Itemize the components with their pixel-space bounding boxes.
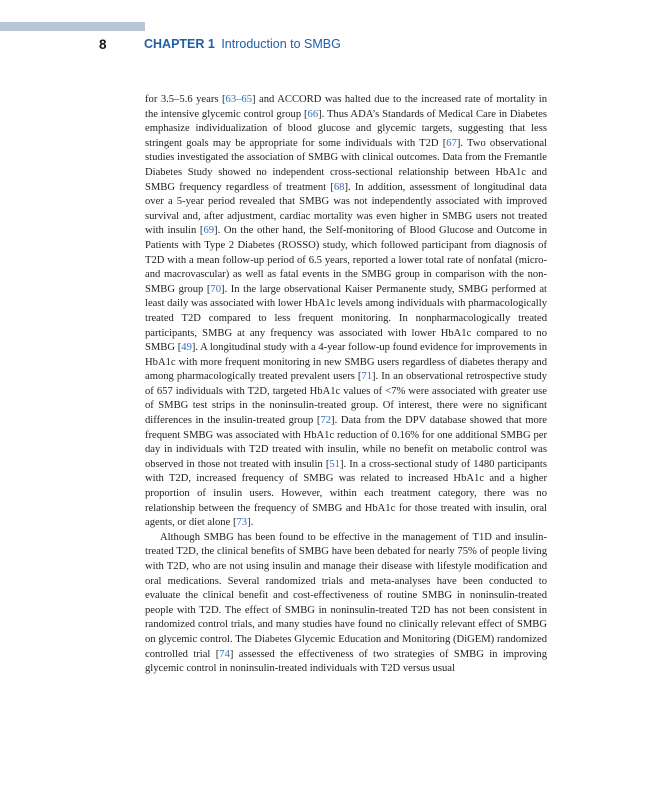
paragraph-text: ]. Data from the DPV database showed that more frequent SMBG was associated with HbA1c reduction of 0.16% for one additional SMBG per day in individuals with T2D treated with insulin, while no benefit on metabolic control was observed in those not treated with insulin [ bbox=[145, 415, 547, 470]
paragraph-text: Although SMBG has been found to be effective in the management of T1D and insulin-treated T2D, the clinical benefits of SMBG have been debated for nearly 75% of people living with T2D, who are not using insulin and manage their disease with lifestyle modification and oral medications. Several randomized trials and meta-analyses have been conducted to evaluate the clinical benefit and cost-effectiveness of routine SMBG in noninsulin-treated people with T2D. The effect of SMBG in noninsulin-treated T2D has not been consistent in randomized control trials, and many studies have found no clinically relevant effect of SMBG on glycemic control. The Diabetes Glycemic Education and Monitoring (DiGEM) randomized controlled trial [ bbox=[145, 531, 547, 660]
citation-link[interactable]: 66 bbox=[307, 108, 319, 120]
citation-link[interactable]: 63–65 bbox=[225, 94, 252, 105]
page-number: 8 bbox=[99, 37, 107, 52]
citation-link[interactable]: 49 bbox=[181, 342, 192, 354]
running-header bbox=[0, 37, 648, 53]
paragraph-text: ]. bbox=[247, 517, 254, 529]
paragraph-text: ]. Thus ADA’s Standards of Medical Care in Diabetes emphasize individualization of blood glucose and glycemic targets, suggesting that less stringent goals may be appropriate for some individuals with T2D [ bbox=[145, 108, 547, 149]
paragraph-text: ]. Two observational studies investigated the association of SMBG with clinical outcomes. Data from the Fremantle Diabetes Study showed no independent cross-sectional relationship between HbA1c and SMBG frequency regardless of treatment [ bbox=[145, 137, 548, 193]
paragraph-text: ]. A longitudinal study with a 4-year follow-up found evidence for improvements in HbA1c with more frequent monitoring in new SMBG users regardless of diabetes therapy and among pharmacologically treated prevalent users [ bbox=[145, 342, 547, 383]
chapter-title: Introduction to SMBG bbox=[221, 37, 341, 51]
citation-link[interactable]: 69 bbox=[203, 225, 215, 237]
citation-link[interactable]: 70 bbox=[210, 283, 221, 295]
paragraph-text: ]. In the large observational Kaiser Permanente study, SMBG performed at least daily was associated with lower HbA1c levels among individuals with pharmacologically treated T2D compared to less frequent monitoring. In nonpharmacologically treated participants, SMBG at any frequency was associated with lower HbA1c compared to no SMBG [ bbox=[145, 283, 547, 354]
paragraph bbox=[145, 93, 547, 531]
citation-link[interactable]: 67 bbox=[446, 137, 457, 149]
citation-link[interactable]: 51 bbox=[329, 458, 340, 470]
paragraph-text: ] assessed the effectiveness of two strategies of SMBG in improving glycemic control in noninsulin-treated individuals with T2D versus usual bbox=[145, 648, 547, 675]
citation-link[interactable]: 71 bbox=[361, 371, 373, 383]
paragraph-text: ] and ACCORD was halted due to the increased rate of mortality in the intensive glycemic control group [ bbox=[145, 94, 547, 120]
chapter-heading bbox=[144, 37, 341, 51]
citation-link[interactable]: 68 bbox=[333, 181, 345, 193]
citation-link[interactable]: 72 bbox=[320, 415, 332, 427]
citation-link[interactable]: 73 bbox=[236, 517, 248, 529]
paragraph-text: ]. In addition, assessment of longitudinal data over a 5-year period revealed that SMBG was not independently associated with improved survival and, after adjustment, cardiac mortality was even higher in SMBG users not treated with insulin [ bbox=[145, 181, 547, 237]
paragraph-text: ]. In an observational retrospective study of 657 individuals with T2D, targeted HbA1c values of <7% were associated with greater use of SMBG test strips in the noninsulin-treated group. Of interest, there were no significant differences in the insulin-treated group [ bbox=[145, 371, 547, 427]
paragraph bbox=[145, 531, 547, 677]
citation-link[interactable]: 74 bbox=[219, 648, 230, 660]
paragraph-text: ]. In a cross-sectional study of 1480 participants with T2D, increased frequency of SMBG was related to increased HbA1c and a higher proportion of insulin users. However, within each treatment category, there was no relationship between the frequency of SMBG and HbA1c for those treated with insulin, oral agents, or diet alone [ bbox=[145, 458, 547, 529]
header-accent-bar bbox=[0, 22, 145, 31]
chapter-label: CHAPTER 1 bbox=[144, 37, 215, 51]
paragraph-text: for 3.5–5.6 years [ bbox=[145, 94, 226, 105]
paragraph-text: ]. On the other hand, the Self-monitoring of Blood Glucose and Outcome in Patients with Type 2 Diabetes (ROSSO) study, which followed participant from diagnosis of T2D with a mean follow-up period of 6.5 years, reported a lower total rate of nonfatal (micro- and macrovascular) as well as fatal events in the SMBG group in comparison with the non-SMBG group [ bbox=[145, 225, 547, 295]
body-text bbox=[145, 93, 547, 677]
